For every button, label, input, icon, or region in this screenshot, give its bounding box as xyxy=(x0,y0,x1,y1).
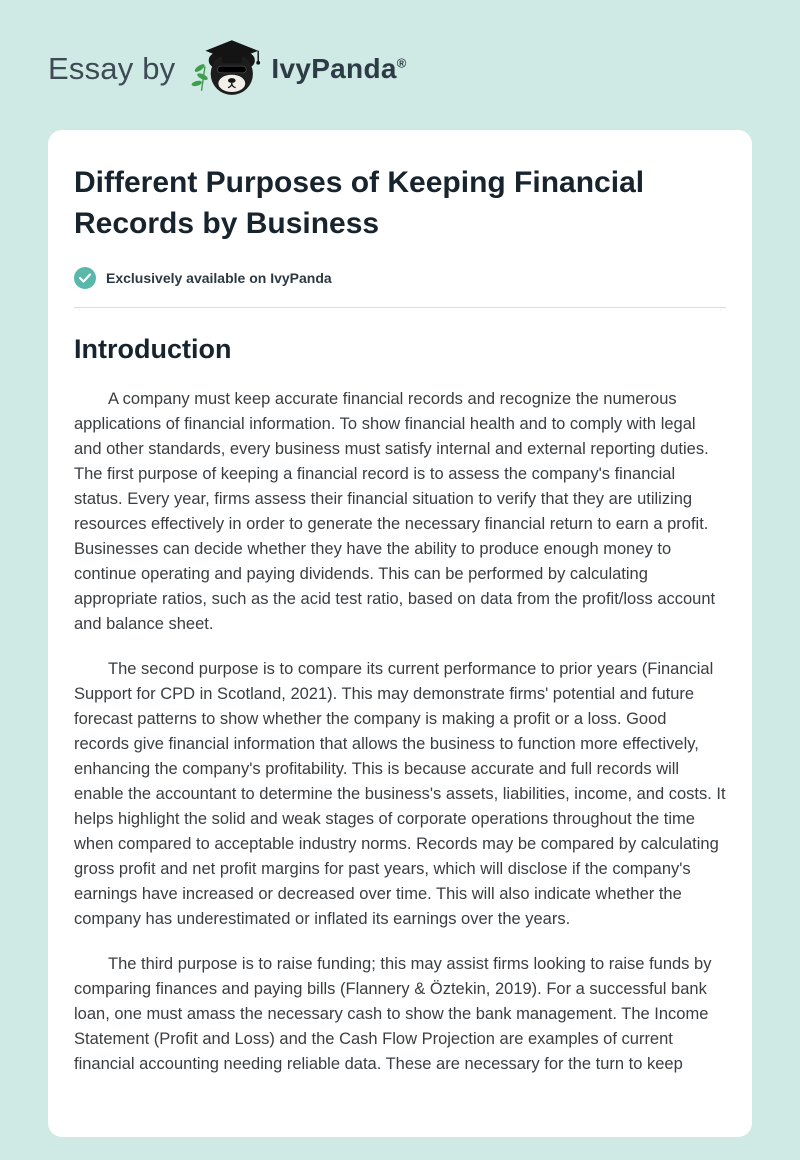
registered-mark: ® xyxy=(396,55,407,71)
essay-by-label: Essay by xyxy=(48,51,176,86)
paragraph-2: The second purpose is to compare its current performance to prior years (Financial Support for CPD in Scotland, 2021). This may demonstrate firms' potential and future forecast patterns to show whether the company is making a profit or a loss. Good records give financial information that allows the business to function more effectively, enhancing the company's profitability. This is because accurate and full records will enable the accountant to determine the business's assets, liabilities, income, and costs. It helps highlight the solid and weak stages of corporate operations throughout the time when compared to acceptable industry norms. Records may be compared by calculating gross profit and net profit margins for past years, which will disclose if the company's earnings have increased or decreased over time. This will also indicate whether the company has underestimated or inflated its earnings over the years. xyxy=(74,659,726,928)
ivypanda-logo[interactable] xyxy=(191,38,406,100)
paragraph-3: The third purpose is to raise funding; this may assist firms looking to raise funds by comparing finances and paying bills (Flannery & Öztekin, 2019). For a successful bank loan, one must amass the necessary cash to show the bank management. The Income Statement (Profit and Loss) and the Cash Flow Projection are examples of current financial accounting needing reliable data. These are necessary for the turn to keep xyxy=(74,954,712,1073)
paragraph-1: A company must keep accurate financial records and recognize the numerous applications of financial information. To show financial health and to comply with legal and other standards, every business must satisfy internal and external reporting duties. The first purpose of keeping a financial record is to assess the company's financial status. Every year, firms assess their financial situation to verify that they are utilizing resources effectively in order to generate the necessary financial return to earn a profit. Businesses can decide whether they have the ability to produce enough money to continue operating and paying dividends. This can be performed by calculating appropriate ratios, such as the acid test ratio, based on data from the profit/loss account and balance sheet. xyxy=(74,389,716,633)
header xyxy=(0,0,800,104)
brand-wordmark xyxy=(271,53,406,85)
section-heading-introduction: Introduction xyxy=(74,333,232,364)
availability-row xyxy=(74,267,726,289)
essay-card xyxy=(48,130,752,1137)
divider xyxy=(74,307,726,308)
availability-label: Exclusively available on IvyPanda xyxy=(106,269,332,286)
page-title: Different Purposes of Keeping Financial Records by Business xyxy=(74,166,645,241)
check-circle-icon xyxy=(74,267,96,289)
panda-graduate-icon xyxy=(191,38,263,100)
brand-text: IvyPanda xyxy=(271,53,397,84)
